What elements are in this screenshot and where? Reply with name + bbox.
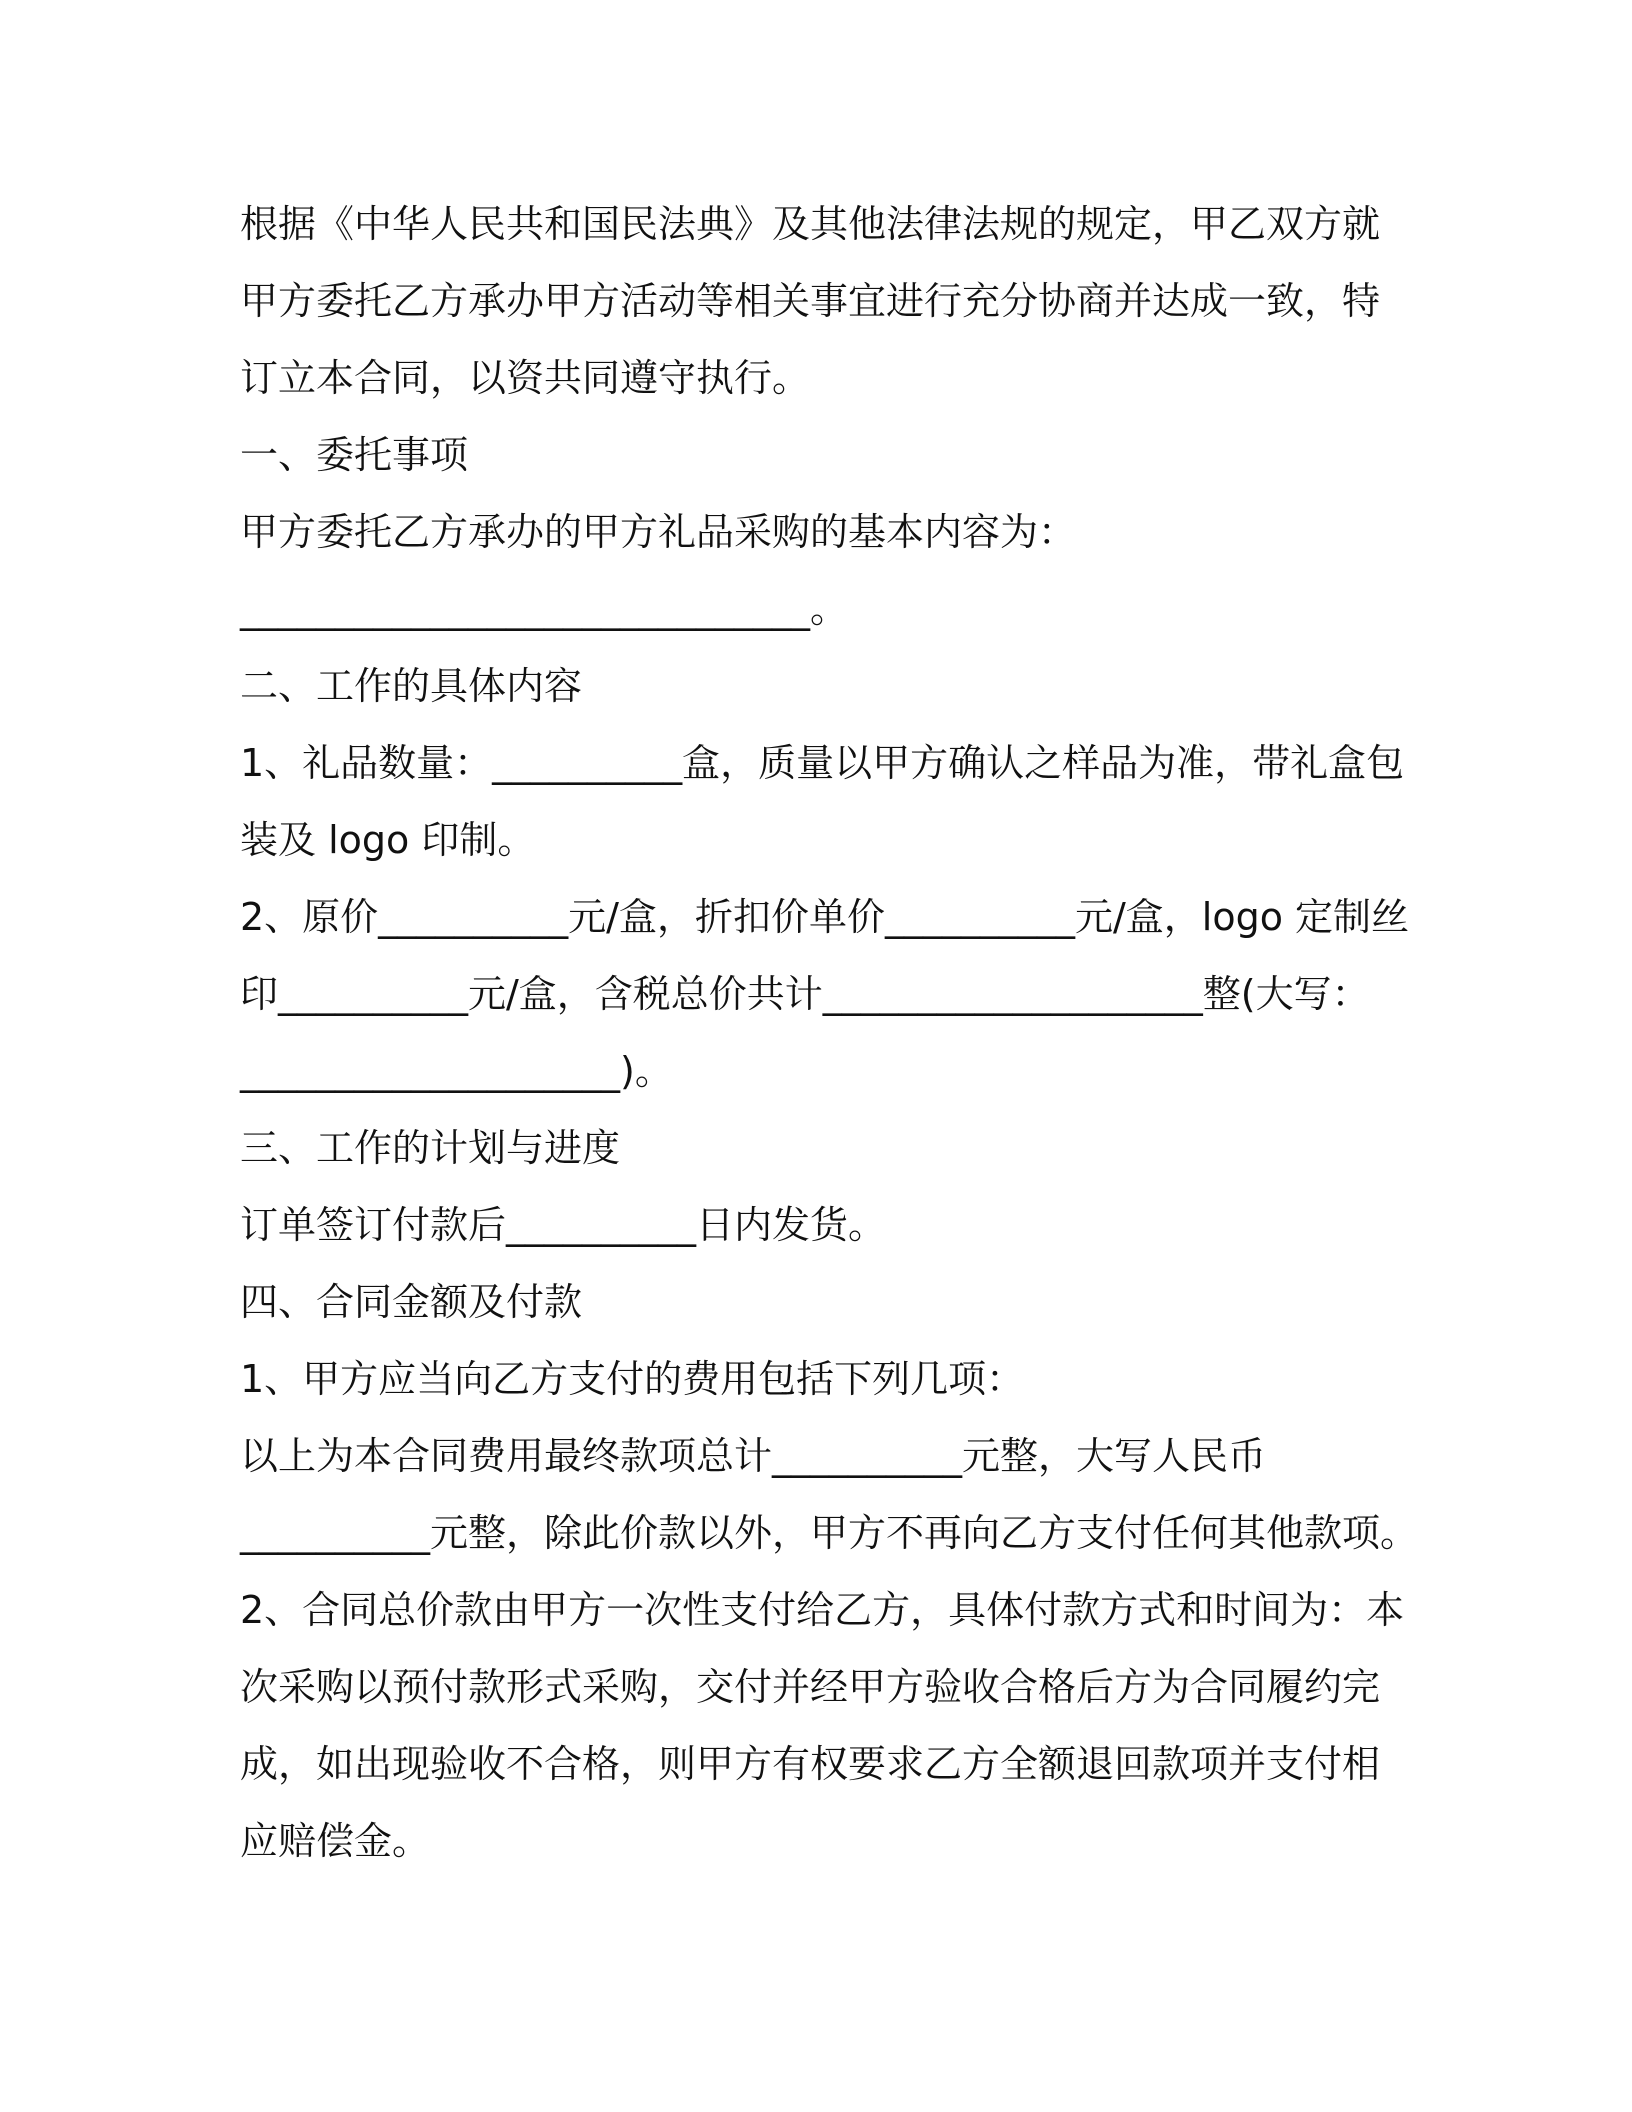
paragraph-line: 1、礼品数量：__________盒，质量以甲方确认之样品为准，带礼盒包 bbox=[240, 741, 1405, 785]
paragraph-line: 装及 logo 印制。 bbox=[240, 818, 536, 862]
section-heading: 三、工作的计划与进度 bbox=[240, 1126, 621, 1170]
paragraph-line: 以上为本合同费用最终款项总计__________元整，大写人民币 bbox=[240, 1434, 1267, 1478]
paragraph-line: 印__________元/盒，含税总价共计____________________整(大写： bbox=[240, 972, 1370, 1016]
paragraph-line: 订单签订付款后__________日内发货。 bbox=[240, 1203, 887, 1247]
section-heading: 二、工作的具体内容 bbox=[240, 664, 583, 708]
paragraph-line: 订立本合同，以资共同遵守执行。 bbox=[240, 356, 811, 400]
blank-field-line: ______________________________。 bbox=[240, 587, 849, 631]
blank-field-line: ____________________)。 bbox=[240, 1049, 673, 1093]
contract-body bbox=[240, 186, 1419, 1880]
paragraph-line: 成，如出现验收不合格，则甲方有权要求乙方全额退回款项并支付相 bbox=[240, 1742, 1381, 1786]
paragraph-line: 应赔偿金。 bbox=[240, 1819, 431, 1863]
paragraph-line: 1、甲方应当向乙方支付的费用包括下列几项： bbox=[240, 1357, 1025, 1401]
paragraph-line: 2、原价__________元/盒，折扣价单价__________元/盒，logo 定制丝 bbox=[240, 895, 1410, 939]
paragraph-line: __________元整，除此价款以外，甲方不再向乙方支付任何其他款项。 bbox=[240, 1511, 1419, 1555]
paragraph-line: 甲方委托乙方承办的甲方礼品采购的基本内容为： bbox=[240, 510, 1077, 554]
section-heading: 一、委托事项 bbox=[240, 433, 469, 477]
paragraph-line: 次采购以预付款形式采购，交付并经甲方验收合格后方为合同履约完 bbox=[240, 1665, 1381, 1709]
paragraph-line: 根据《中华人民共和国民法典》及其他法律法规的规定，甲乙双方就 bbox=[240, 202, 1381, 246]
paragraph-line: 甲方委托乙方承办甲方活动等相关事宜进行充分协商并达成一致，特 bbox=[240, 279, 1381, 323]
paragraph-line: 2、合同总价款由甲方一次性支付给乙方，具体付款方式和时间为：本 bbox=[240, 1588, 1405, 1632]
section-heading: 四、合同金额及付款 bbox=[240, 1280, 583, 1324]
